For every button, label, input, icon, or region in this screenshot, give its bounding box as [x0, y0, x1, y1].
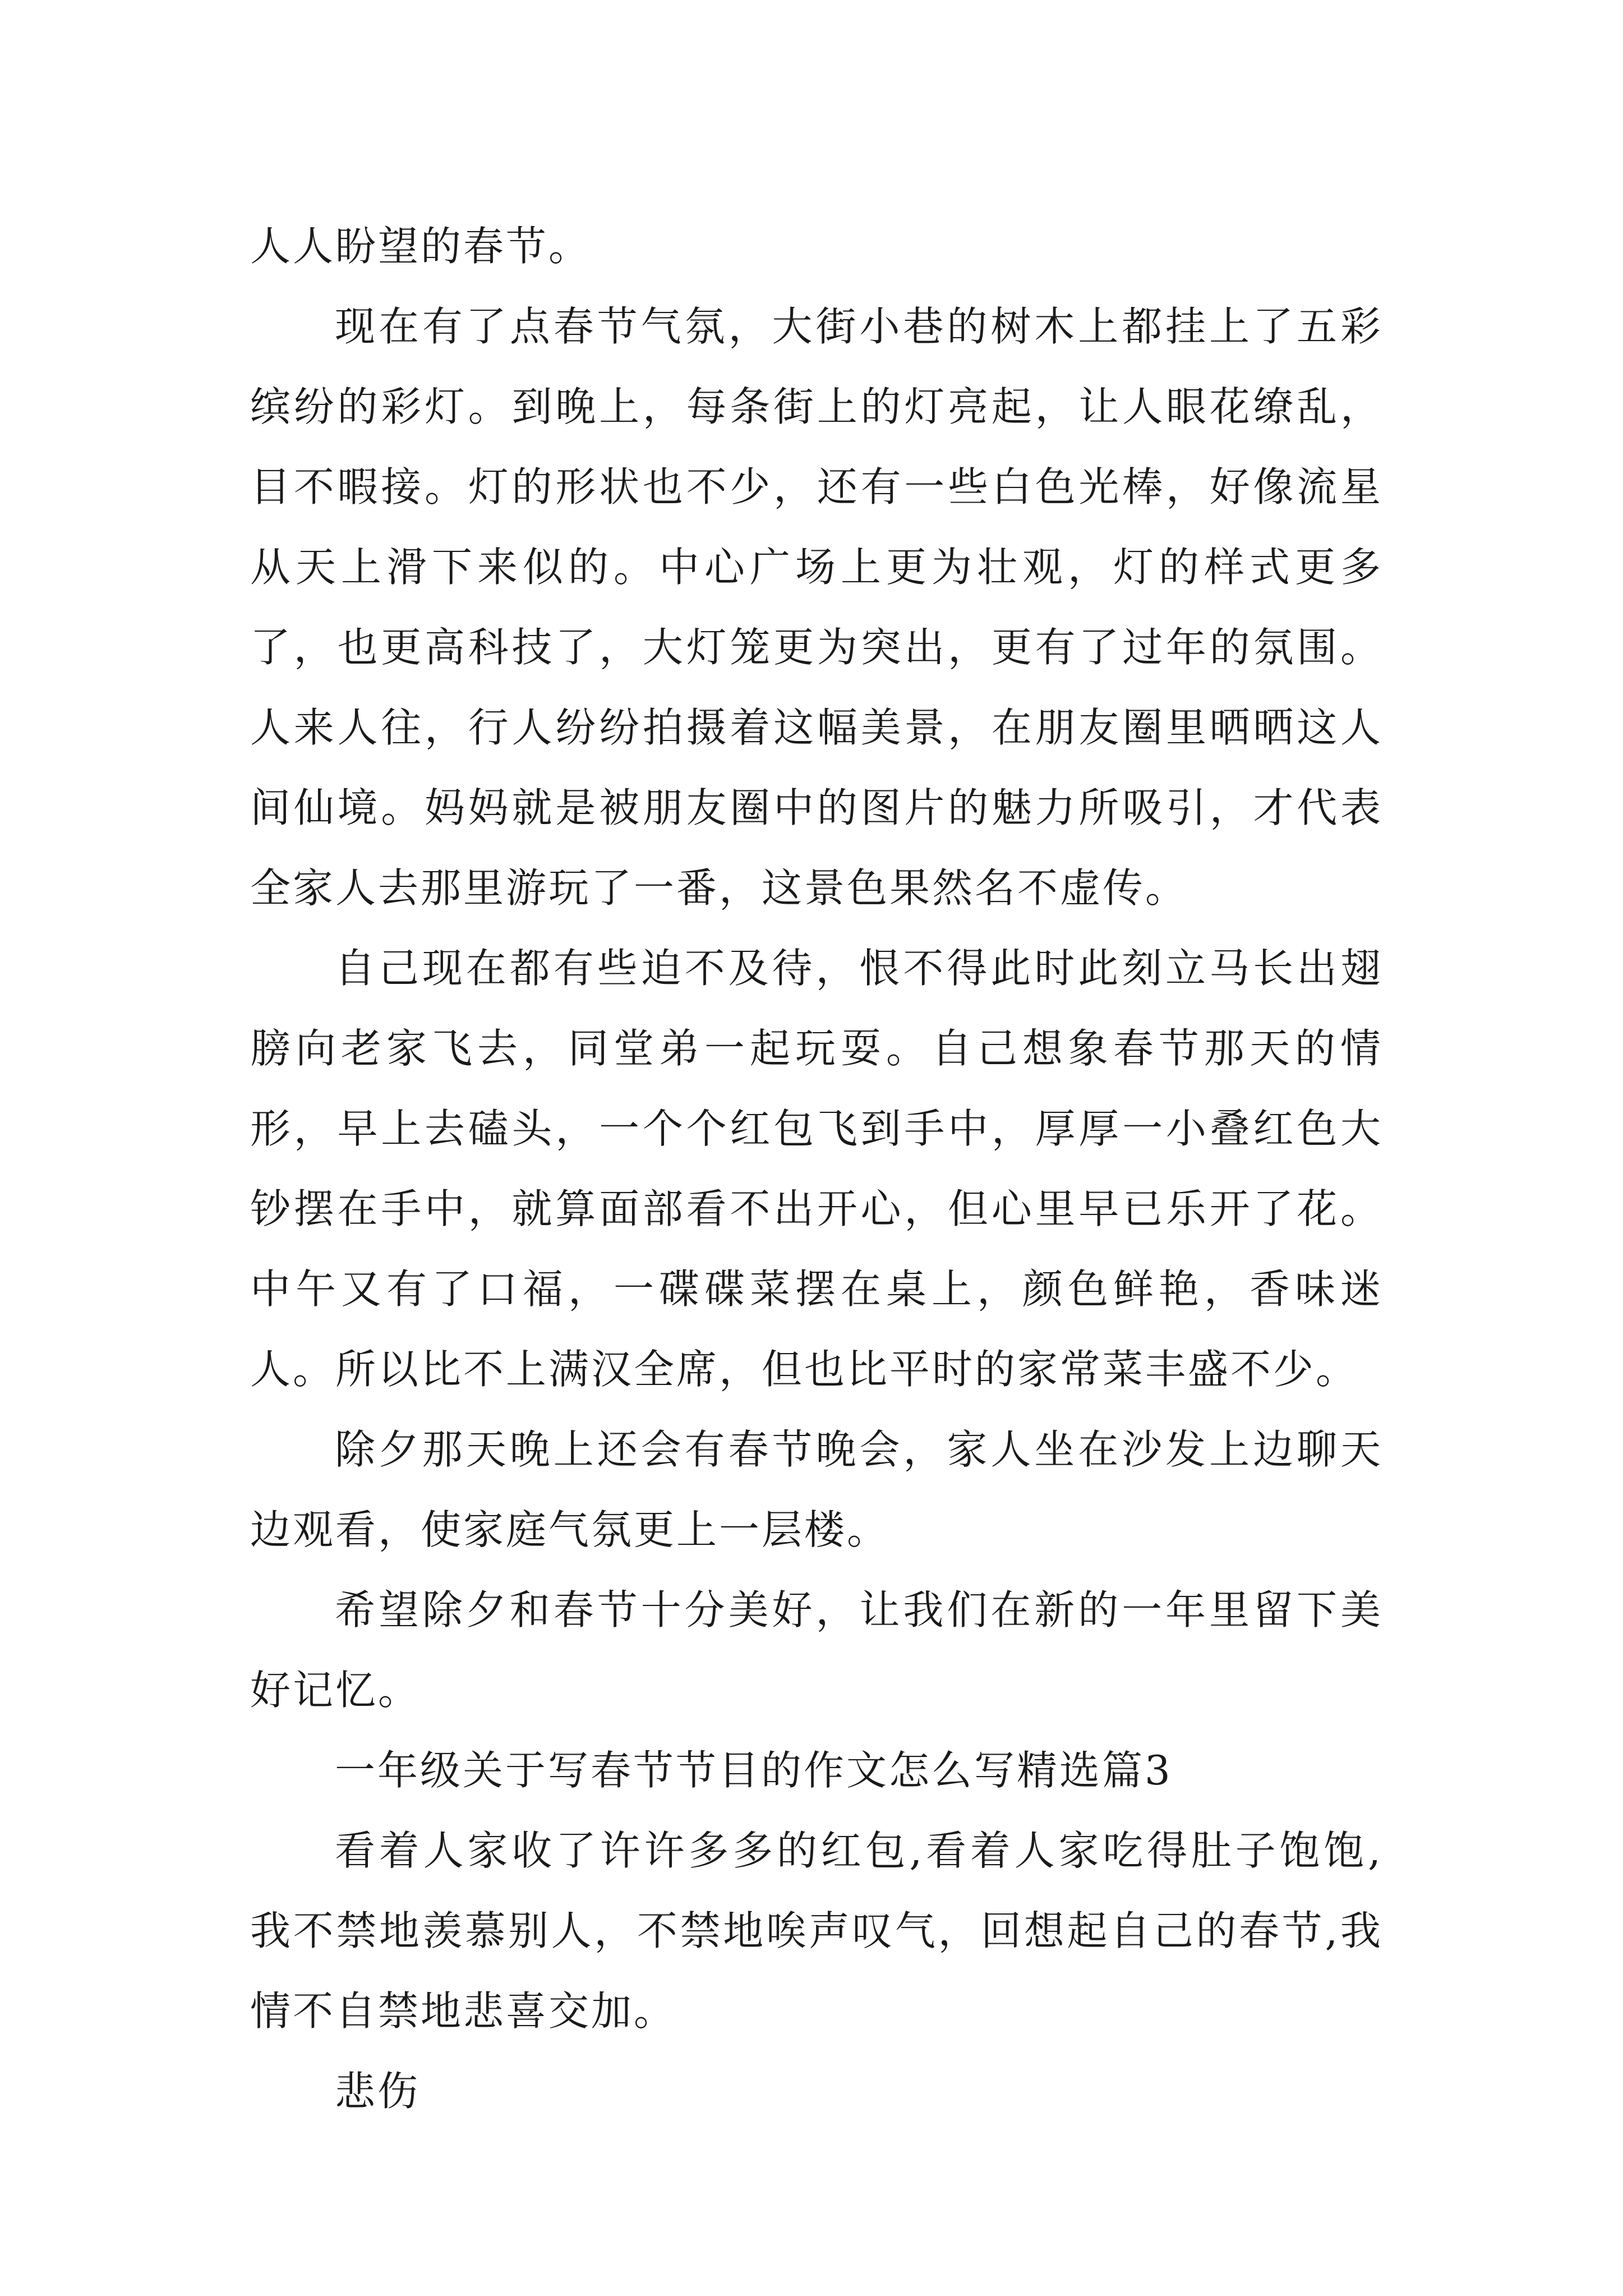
- paragraph-gala: 除夕那天晚上还会有春节晚会，家人坐在沙发上边聊天边观看，使家庭气氛更上一层楼。: [250, 1426, 1383, 1553]
- section-heading: 一年级关于写春节节目的作文怎么写精选篇3: [335, 1747, 1173, 1794]
- paragraph-hometown: 自己现在都有些迫不及待，恨不得此时此刻立马长出翅膀向老家飞去，同堂弟一起玩耍。自己想象春节那天的情形，早上去磕头，一个个红包飞到手中，厚厚一小叠红色大钞摆在手中，就算面部看不出开心，但心里早已乐开了花。中午又有了口福，一碟碟菜摆在桌上，颜色鲜艳，香味迷人。所以比不上满汉全席，但也比平时的家常菜丰盛不少。: [250, 945, 1383, 1393]
- paragraph-wish: 希望除夕和春节十分美好，让我们在新的一年里留下美好记忆。: [250, 1586, 1383, 1714]
- paragraph-continued: 人人盼望的春节。: [250, 223, 592, 270]
- paragraph-lanterns: 现在有了点春节气氛，大街小巷的树木上都挂上了五彩缤纷的彩灯。到晚上，每条街上的灯亮起，让人眼花缭乱，目不暇接。灯的形状也不少，还有一些白色光棒，好像流星从天上滑下来似的。中心广场上更为壮观，灯的样式更多了，也更高科技了，大灯笼更为突出，更有了过年的氛围。人来人往，行人纷纷拍摄着这幅美景，在朋友圈里晒晒这人间仙境。妈妈就是被朋友圈中的图片的魅力所吸引，才代表全家人去那里游玩了一番，这景色果然名不虚传。: [250, 303, 1383, 912]
- document-body: [250, 206, 1383, 2132]
- paragraph-sadness: 悲伤: [335, 2068, 421, 2115]
- paragraph-red-envelopes: 看着人家收了许许多多的红包,看着人家吃得肚子饱饱,我不禁地羡慕别人，不禁地唉声叹气，回想起自己的春节,我情不自禁地悲喜交加。: [250, 1827, 1383, 2035]
